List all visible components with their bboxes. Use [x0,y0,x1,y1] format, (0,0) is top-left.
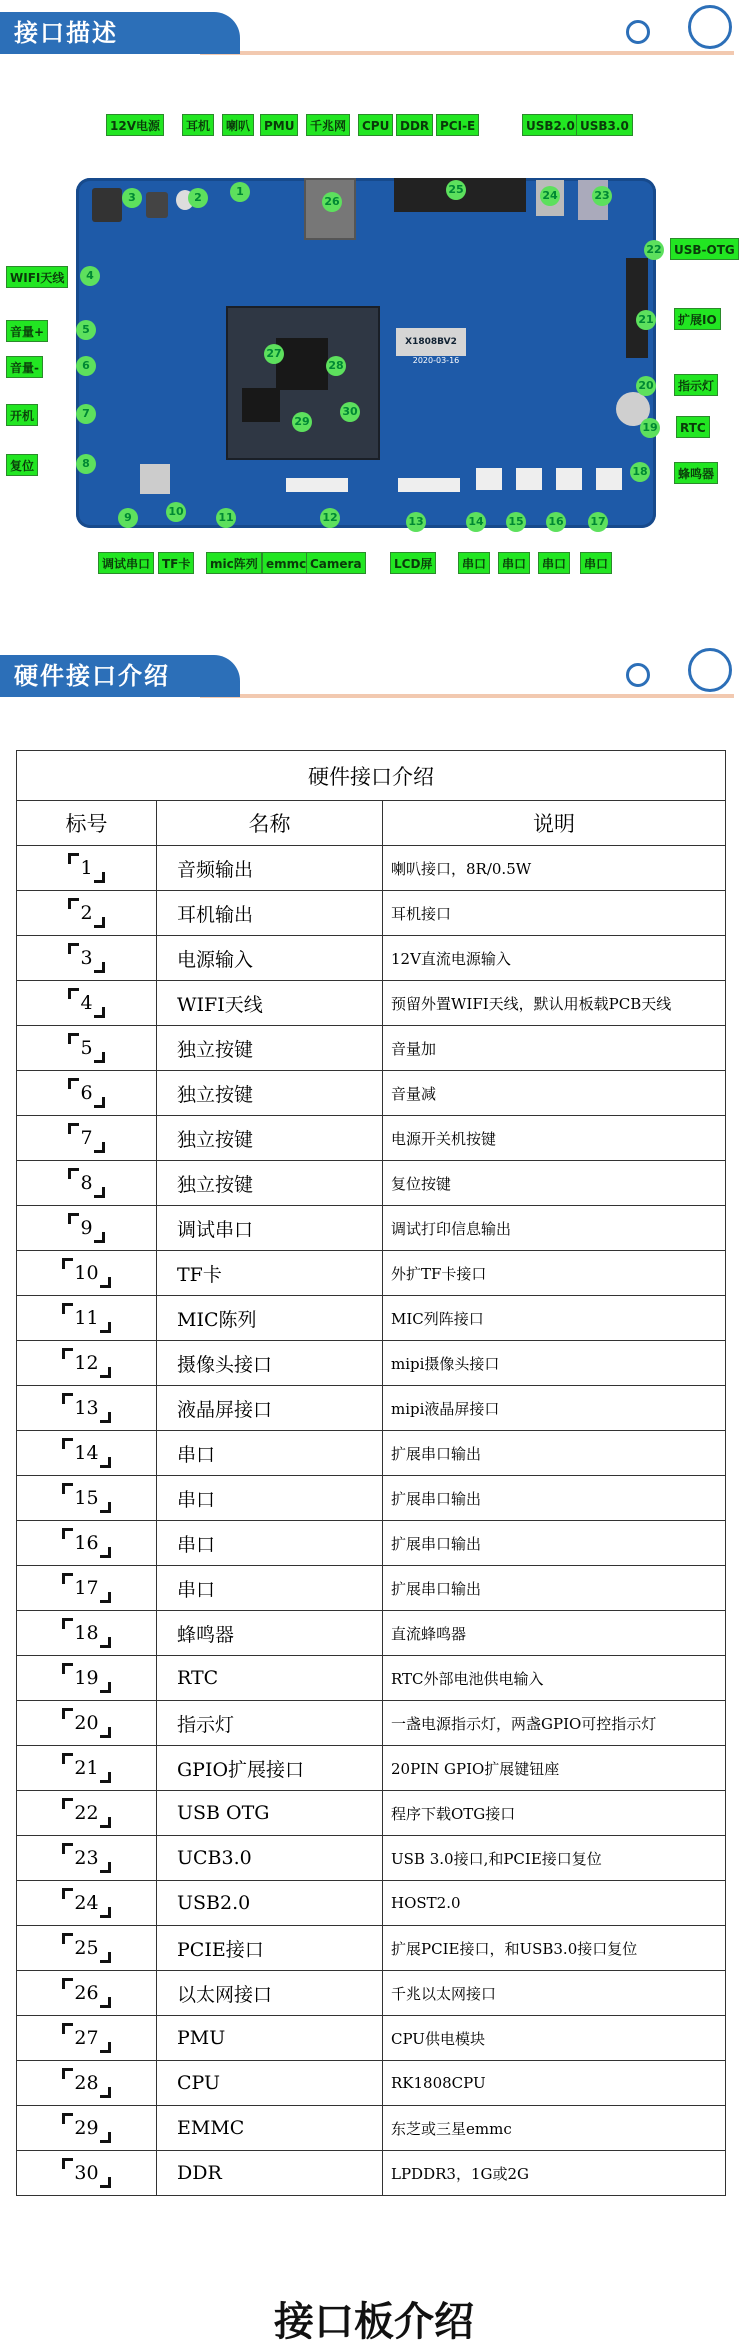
section-banner-hardware [0,643,748,703]
table-row [17,1791,726,1836]
header-name: 名称 [157,801,383,846]
cell-name: EMMC [157,2106,383,2151]
cell-description: 喇叭接口，8R/0.5W [383,846,726,891]
cell-name: 串口 [157,1566,383,1611]
marker-29: 29 [292,412,312,432]
cell-number [17,1521,157,1566]
table-row [17,1566,726,1611]
cell-number [17,1791,157,1836]
label-reset: 复位 [6,454,38,476]
cell-name: MIC陈列 [157,1296,383,1341]
cell-description: LPDDR3，1G或2G [383,2151,726,2196]
marker-22: 22 [644,240,664,260]
marker-12: 12 [320,508,340,528]
marker-28: 28 [326,356,346,376]
cell-description: 预留外置WIFI天线，默认用板载PCB天线 [383,981,726,1026]
table-row [17,1431,726,1476]
row-number: 8 [68,1168,104,1198]
cell-number [17,2151,157,2196]
uart-connector-2 [516,468,542,490]
table-row [17,936,726,981]
cell-number [17,1746,157,1791]
row-number: 10 [62,1258,110,1288]
row-number: 9 [68,1213,104,1243]
row-number: 13 [62,1393,110,1423]
marker-23: 23 [592,186,612,206]
table-row [17,1206,726,1251]
cell-description: 电源开关机按键 [383,1116,726,1161]
marker-1: 1 [230,182,250,202]
row-number: 4 [68,988,104,1018]
power-jack [92,188,122,222]
cell-number [17,1611,157,1656]
table-row [17,891,726,936]
marker-11: 11 [216,508,236,528]
cell-description: 20PIN GPIO扩展键钮座 [383,1746,726,1791]
header-number: 标号 [17,801,157,846]
label-rtc: RTC [676,416,710,438]
cell-number [17,1026,157,1071]
table-row [17,1836,726,1881]
banner-line [200,51,734,55]
section-banner-interface [0,0,748,60]
row-number: 16 [62,1528,110,1558]
marker-5: 5 [76,320,96,340]
cell-number [17,1116,157,1161]
table-row [17,1656,726,1701]
emmc-chip [242,388,280,422]
label-ddr: DDR [396,114,433,136]
cell-name: RTC [157,1656,383,1701]
row-number: 28 [62,2068,110,2098]
pcb-board [76,178,656,528]
board-model: X1808BV2 [396,328,466,356]
circle-decoration-small [626,20,650,44]
table-row [17,2151,726,2196]
label-uart-4: 串口 [580,552,612,574]
table-row [17,1611,726,1656]
cell-name: 串口 [157,1431,383,1476]
cell-number [17,2106,157,2151]
table-row [17,1026,726,1071]
table-row [17,2106,726,2151]
label-wifi-antenna: WIFI天线 [6,266,68,288]
cell-number [17,891,157,936]
label-gigabit-ethernet: 千兆网 [306,114,350,136]
label-headphone: 耳机 [182,114,214,136]
marker-13: 13 [406,512,426,532]
cell-description: USB 3.0接口,和PCIE接口复位 [383,1836,726,1881]
cell-description: 扩展PCIE接口，和USB3.0接口复位 [383,1926,726,1971]
cell-name: 指示灯 [157,1701,383,1746]
row-number: 15 [62,1483,110,1513]
footer-title: 接口板介绍 [274,2299,474,2345]
row-number: 27 [62,2023,110,2053]
marker-7: 7 [76,404,96,424]
cell-description: 扩展串口输出 [383,1476,726,1521]
marker-3: 3 [122,188,142,208]
row-number: 22 [62,1798,110,1828]
row-number: 6 [68,1078,104,1108]
cell-name: TF卡 [157,1251,383,1296]
cell-name: PMU [157,2016,383,2061]
row-number: 11 [62,1303,110,1333]
cell-name: WIFI天线 [157,981,383,1026]
table-row [17,1971,726,2016]
cell-number [17,1206,157,1251]
tf-card-slot [140,464,170,494]
cell-number [17,1161,157,1206]
cell-number [17,1971,157,2016]
label-volume-down: 音量- [6,356,43,378]
circle-decoration-large [688,648,732,692]
marker-21: 21 [636,310,656,330]
label-buzzer: 蜂鸣器 [674,462,718,484]
cell-name: GPIO扩展接口 [157,1746,383,1791]
cell-description: mipi摄像头接口 [383,1341,726,1386]
cell-name: USB OTG [157,1791,383,1836]
row-number: 1 [68,853,104,883]
cell-name: 耳机输出 [157,891,383,936]
cell-number [17,1926,157,1971]
marker-19: 19 [640,418,660,438]
table-row [17,846,726,891]
table-row [17,1161,726,1206]
cell-description: 耳机接口 [383,891,726,936]
cell-description: 扩展串口输出 [383,1431,726,1476]
row-number: 14 [62,1438,110,1468]
label-emmc: emmc [262,552,310,574]
row-number: 18 [62,1618,110,1648]
label-uart-3: 串口 [538,552,570,574]
cell-number [17,1476,157,1521]
cell-name: 独立按键 [157,1161,383,1206]
row-number: 19 [62,1663,110,1693]
cell-number [17,1431,157,1476]
table-row [17,1476,726,1521]
cell-name: 液晶屏接口 [157,1386,383,1431]
table-row [17,1116,726,1161]
cell-name: 独立按键 [157,1071,383,1116]
marker-20: 20 [636,376,656,396]
cell-name: DDR [157,2151,383,2196]
label-debug-uart: 调试串口 [98,552,154,574]
marker-30: 30 [340,402,360,422]
label-lcd: LCD屏 [390,552,436,574]
cell-number [17,936,157,981]
cell-number [17,1071,157,1116]
cell-name: USB2.0 [157,1881,383,1926]
marker-14: 14 [466,512,486,532]
circle-decoration-small [626,663,650,687]
cell-number [17,1566,157,1611]
marker-15: 15 [506,512,526,532]
label-tf-card: TF卡 [158,552,194,574]
hardware-interface-table [16,750,726,2196]
cell-name: PCIE接口 [157,1926,383,1971]
marker-4: 4 [80,266,100,286]
table-row [17,1071,726,1116]
cell-description: 12V直流电源输入 [383,936,726,981]
cell-description: 音量加 [383,1026,726,1071]
label-uart-1: 串口 [458,552,490,574]
section-title: 接口描述 [0,12,240,54]
cell-description: CPU供电模块 [383,2016,726,2061]
cell-number [17,1836,157,1881]
cell-description: 千兆以太网接口 [383,1971,726,2016]
uart-connector-1 [476,468,502,490]
marker-9: 9 [118,508,138,528]
table-row [17,2061,726,2106]
cell-description: RK1808CPU [383,2061,726,2106]
marker-18: 18 [630,462,650,482]
row-number: 29 [62,2113,110,2143]
cell-name: CPU [157,2061,383,2106]
row-number: 2 [68,898,104,928]
label-usb-otg: USB-OTG [670,238,739,260]
marker-27: 27 [264,344,284,364]
table-row [17,1746,726,1791]
header-description: 说明 [383,801,726,846]
label-uart-2: 串口 [498,552,530,574]
row-number: 25 [62,1933,110,1963]
camera-connector [286,478,348,492]
row-number: 26 [62,1978,110,2008]
cell-description: HOST2.0 [383,1881,726,1926]
cell-name: 电源输入 [157,936,383,981]
cell-description: 音量减 [383,1071,726,1116]
gpio-header [626,258,648,358]
row-number: 5 [68,1033,104,1063]
table-row [17,1926,726,1971]
table-row [17,1521,726,1566]
label-power-on: 开机 [6,404,38,426]
marker-2: 2 [188,188,208,208]
marker-24: 24 [540,186,560,206]
board-date: 2020-03-16 [412,356,460,365]
table-row [17,981,726,1026]
marker-26: 26 [322,192,342,212]
cell-name: UCB3.0 [157,1836,383,1881]
table-row [17,2016,726,2061]
cell-description: 调试打印信息输出 [383,1206,726,1251]
section-title: 硬件接口介绍 [0,655,240,697]
cell-name: 蜂鸣器 [157,1611,383,1656]
cell-name: 音频输出 [157,846,383,891]
table-row [17,1881,726,1926]
cell-number [17,1251,157,1296]
marker-17: 17 [588,512,608,532]
cell-number [17,1386,157,1431]
cpu-chip [276,338,328,390]
cell-description: RTC外部电池供电输入 [383,1656,726,1701]
row-number: 24 [62,1888,110,1918]
row-number: 30 [62,2158,110,2188]
label-expansion-io: 扩展IO [674,308,721,330]
row-number: 12 [62,1348,110,1378]
cell-description: mipi液晶屏接口 [383,1386,726,1431]
label-speaker: 喇叭 [222,114,254,136]
table-caption: 硬件接口介绍 [17,751,726,801]
table-row [17,1341,726,1386]
cell-number [17,2016,157,2061]
table-row [17,1701,726,1746]
circle-decoration-large [688,5,732,49]
marker-25: 25 [446,180,466,200]
cell-description: 直流蜂鸣器 [383,1611,726,1656]
cell-description: 程序下载OTG接口 [383,1791,726,1836]
label-volume-up: 音量+ [6,320,48,342]
cell-name: 串口 [157,1476,383,1521]
label-usb3: USB3.0 [576,114,633,136]
headphone-jack [146,192,168,218]
cell-name: 独立按键 [157,1116,383,1161]
board-diagram [0,112,748,592]
row-number: 21 [62,1753,110,1783]
cell-number [17,1881,157,1926]
row-number: 17 [62,1573,110,1603]
label-pmu: PMU [260,114,298,136]
label-pcie: PCI-E [436,114,479,136]
table-row [17,1386,726,1431]
cell-number [17,1701,157,1746]
cell-number [17,1296,157,1341]
cell-name: 摄像头接口 [157,1341,383,1386]
row-number: 7 [68,1123,104,1153]
cell-name: 串口 [157,1521,383,1566]
row-number: 20 [62,1708,110,1738]
lcd-connector [398,478,460,492]
cell-description: 复位按键 [383,1161,726,1206]
label-indicator: 指示灯 [674,374,718,396]
cell-description: 外扩TF卡接口 [383,1251,726,1296]
cell-number [17,1341,157,1386]
label-usb2: USB2.0 [522,114,579,136]
cell-number [17,846,157,891]
cell-description: 扩展串口输出 [383,1521,726,1566]
cell-name: 调试串口 [157,1206,383,1251]
cell-description: 扩展串口输出 [383,1566,726,1611]
cell-description: 一盏电源指示灯，两盏GPIO可控指示灯 [383,1701,726,1746]
marker-6: 6 [76,356,96,376]
uart-connector-3 [556,468,582,490]
marker-16: 16 [546,512,566,532]
marker-10: 10 [166,502,186,522]
label-mic-array: mic阵列 [206,552,262,574]
marker-8: 8 [76,454,96,474]
cell-number [17,1656,157,1701]
table-row [17,1251,726,1296]
row-number: 23 [62,1843,110,1873]
cell-description: 东芝或三星emmc [383,2106,726,2151]
row-number: 3 [68,943,104,973]
label-cpu: CPU [358,114,393,136]
label-camera: Camera [306,552,366,574]
uart-connector-4 [596,468,622,490]
cell-number [17,2061,157,2106]
cell-name: 以太网接口 [157,1971,383,2016]
cell-number [17,981,157,1026]
cell-description: MIC列阵接口 [383,1296,726,1341]
table-row [17,1296,726,1341]
cell-name: 独立按键 [157,1026,383,1071]
label-12v-power: 12V电源 [106,114,164,136]
banner-line [200,694,734,698]
